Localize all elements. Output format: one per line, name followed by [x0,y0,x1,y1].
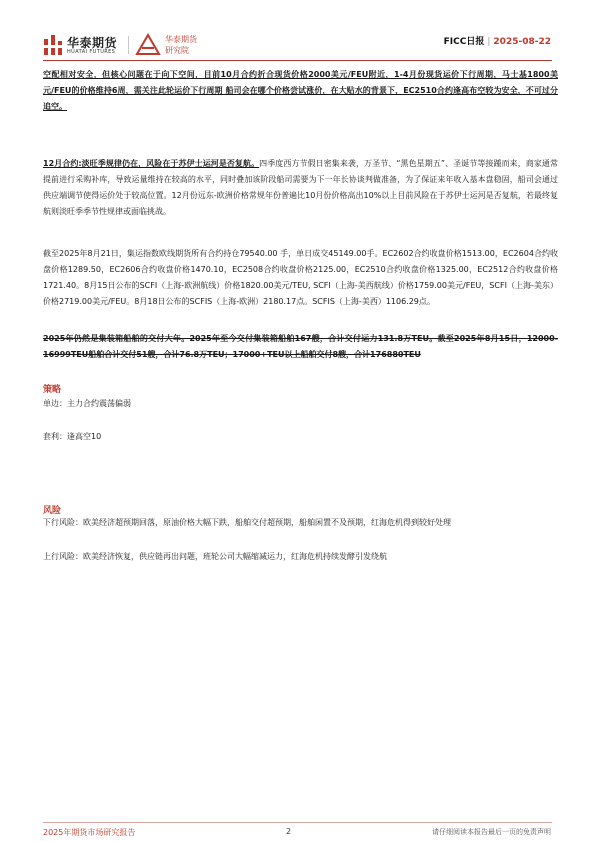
header-separator: | [487,37,491,47]
risk-title: 风险 [43,506,62,516]
report-date: 2025-08-22 [493,37,551,47]
page-header [0,0,595,60]
footer-report-title: 2025年期货市场研究报告 [43,828,136,837]
december-contract-lead: 12月合约:淡旺季规律仍在，风险在于苏伊士运河是否复航。 [43,159,260,168]
institute-logo-icon [135,33,161,55]
downside-risk: 下行风险：欧美经济超预期回落，原油价格大幅下跌，船舶交付超预期，船舶闲置不及预期，红海危机得到较好处理 [43,518,451,527]
strategy-single-side: 单边：主力合约震荡偏弱 [43,399,131,408]
brand-name-cn: 华泰期货 [67,36,118,50]
upside-risk: 上行风险：欧美经济恢复，供应链再出问题，班轮公司大幅缩减运力，红海危机持续发酵引发绕航 [43,552,387,561]
huatai-futures-logo [43,33,123,57]
strategy-title: 策略 [43,385,62,395]
logo-divider [128,36,129,54]
ship-delivery-paragraph: 2025年仍然是集装箱船舶的交付大年。2025年至今交付集装箱船舶167艘，合计交付运力131.8万TEU。截至2025年8月15日，12000-16999TEU船舶合计交付51艘，合计76.8万TEU；17000+TEU以上船舶交付8艘，合计176880TEU [43,334,558,359]
institute-name-line1: 华泰期货 [165,35,197,44]
brand-name-en: HUATAI FUTURES [67,49,116,55]
footer-rule [43,822,552,823]
report-type: FICC日报 [443,37,485,47]
strategy-arbitrage: 套利：逢高空10 [43,432,102,441]
report-meta [444,34,551,47]
institute-name-line2: 研究院 [165,46,189,55]
december-contract-paragraph [43,156,558,220]
intro-paragraph: 空配相对安全，但核心问题在于向下空间，目前10月合约折合现货价格2000美元/FEU附近，1-4月份现货运价下行周期，马士基1800美元/FEU的价格维持6周，需关注此轮运价下行周期 船司会在哪个价格尝试涨价，在大贴水的背景下，EC2510合约逢高布空较为安全，不可过分追空。 [43,70,558,111]
research-institute-logo [135,33,215,57]
page-number: 2 [286,827,292,836]
footer-disclaimer-note: 请仔细阅读本报告最后一页的免责声明 [432,828,551,836]
market-data-paragraph: 截至2025年8月21日，集运指数欧线期货所有合约持仓79540.00 手，单日成交45149.00手。EC2602合约收盘价格1513.00，EC2604合约收盘价格1289.50，EC2606合约收盘价格1470.10，EC2508合约收盘价格2125.00，EC2510合约收盘价格1325.00，EC2512合约收盘价格1721.40。8月15日公布的SCFI（上海-欧洲航线）价格1820.00美元/TEU, SCFI（上海-美西航线）价格1759.00美元/FEU，SCFI（上海-美东）价格2719.00美元/FEU。8月18日公布的SCFIS（上海-欧洲）2180.17点。SCFIS（上海-美西）1106.29点。 [43,249,558,306]
december-contract-body: 四季度西方节假日密集来袭，万圣节、“黑色星期五”、圣诞节等接踵而来，商家通常提前进行采购补库，导致运量维持在较高的水平，同时叠加该阶段船司需要为下一年长协谈判做准备，为了保证来年收入基本盘稳固，船司会通过供应端调节使得运价处于较高位置。12月份远东-欧洲价格常规年份普遍比10月份价格高出10%以上目前风险在于苏伊士运河是否复航，若最终复航则淡旺季季节性规律或面临挑战。 [43,159,558,216]
header-rule [43,60,552,61]
huatai-logo-icon [43,34,63,56]
